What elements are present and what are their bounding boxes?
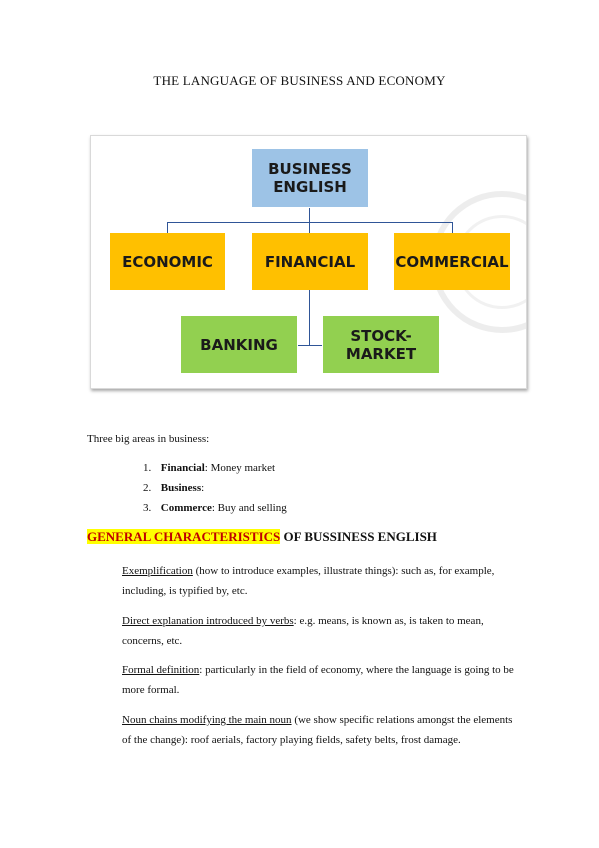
list-number: 3. (143, 502, 152, 514)
characteristic-term: Direct explanation introduced by verbs (122, 615, 294, 627)
connector-root-down (309, 208, 310, 222)
list-item (143, 458, 287, 478)
list-term: Financial (160, 462, 205, 474)
areas-list (143, 458, 287, 518)
node-economic: ECONOMIC (110, 233, 225, 290)
characteristic-paragraph (122, 611, 517, 651)
node-commercial: COMMERCIAL (394, 233, 510, 290)
characteristic-term: Exemplification (122, 565, 193, 577)
characteristic-text: : particularly in the field of economy, where the language is going to be more formal. (122, 664, 514, 696)
document-title: THE LANGUAGE OF BUSINESS AND ECONOMY (153, 73, 446, 88)
characteristic-text: (we show specific relations amongst the elements of the change): roof aerials, factory playing fields, safety belts, frost damage. (122, 714, 513, 746)
characteristic-text: : e.g. means, is known as, is taken to mean, concerns, etc. (122, 615, 484, 647)
characteristic-paragraph (122, 660, 517, 700)
connector-financial-down (309, 290, 310, 345)
characteristic-paragraph (122, 710, 517, 750)
section-heading (87, 529, 437, 545)
node-financial: FINANCIAL (252, 233, 368, 290)
list-term: Business (160, 482, 202, 494)
characteristic-term: Formal definition (122, 664, 200, 676)
characteristic-paragraph (122, 561, 517, 601)
intro-text: Three big areas in business: (87, 433, 210, 445)
node-stock-market: STOCK-MARKET (323, 316, 439, 373)
node-banking: BANKING (181, 316, 297, 373)
list-item (143, 498, 287, 518)
list-rest: : Buy and selling (211, 502, 287, 514)
characteristic-term: Noun chains modifying the main noun (122, 714, 292, 726)
node-business-english: BUSINESS ENGLISH (252, 149, 368, 207)
list-item (143, 478, 287, 498)
characteristic-text: (how to introduce examples, illustrate things): such as, for example, including, is typified by, etc. (122, 565, 495, 597)
list-number: 2. (143, 482, 152, 494)
section-heading-rest: OF BUSSINESS ENGLISH (280, 529, 437, 544)
connector-level2-bar (298, 345, 322, 346)
list-rest: : (201, 482, 205, 494)
business-english-diagram (90, 135, 527, 389)
list-term: Commerce (160, 502, 212, 514)
section-heading-highlight: GENERAL CHARACTERISTICS (87, 529, 281, 544)
list-number: 1. (143, 462, 152, 474)
list-rest: : Money market (204, 462, 276, 474)
